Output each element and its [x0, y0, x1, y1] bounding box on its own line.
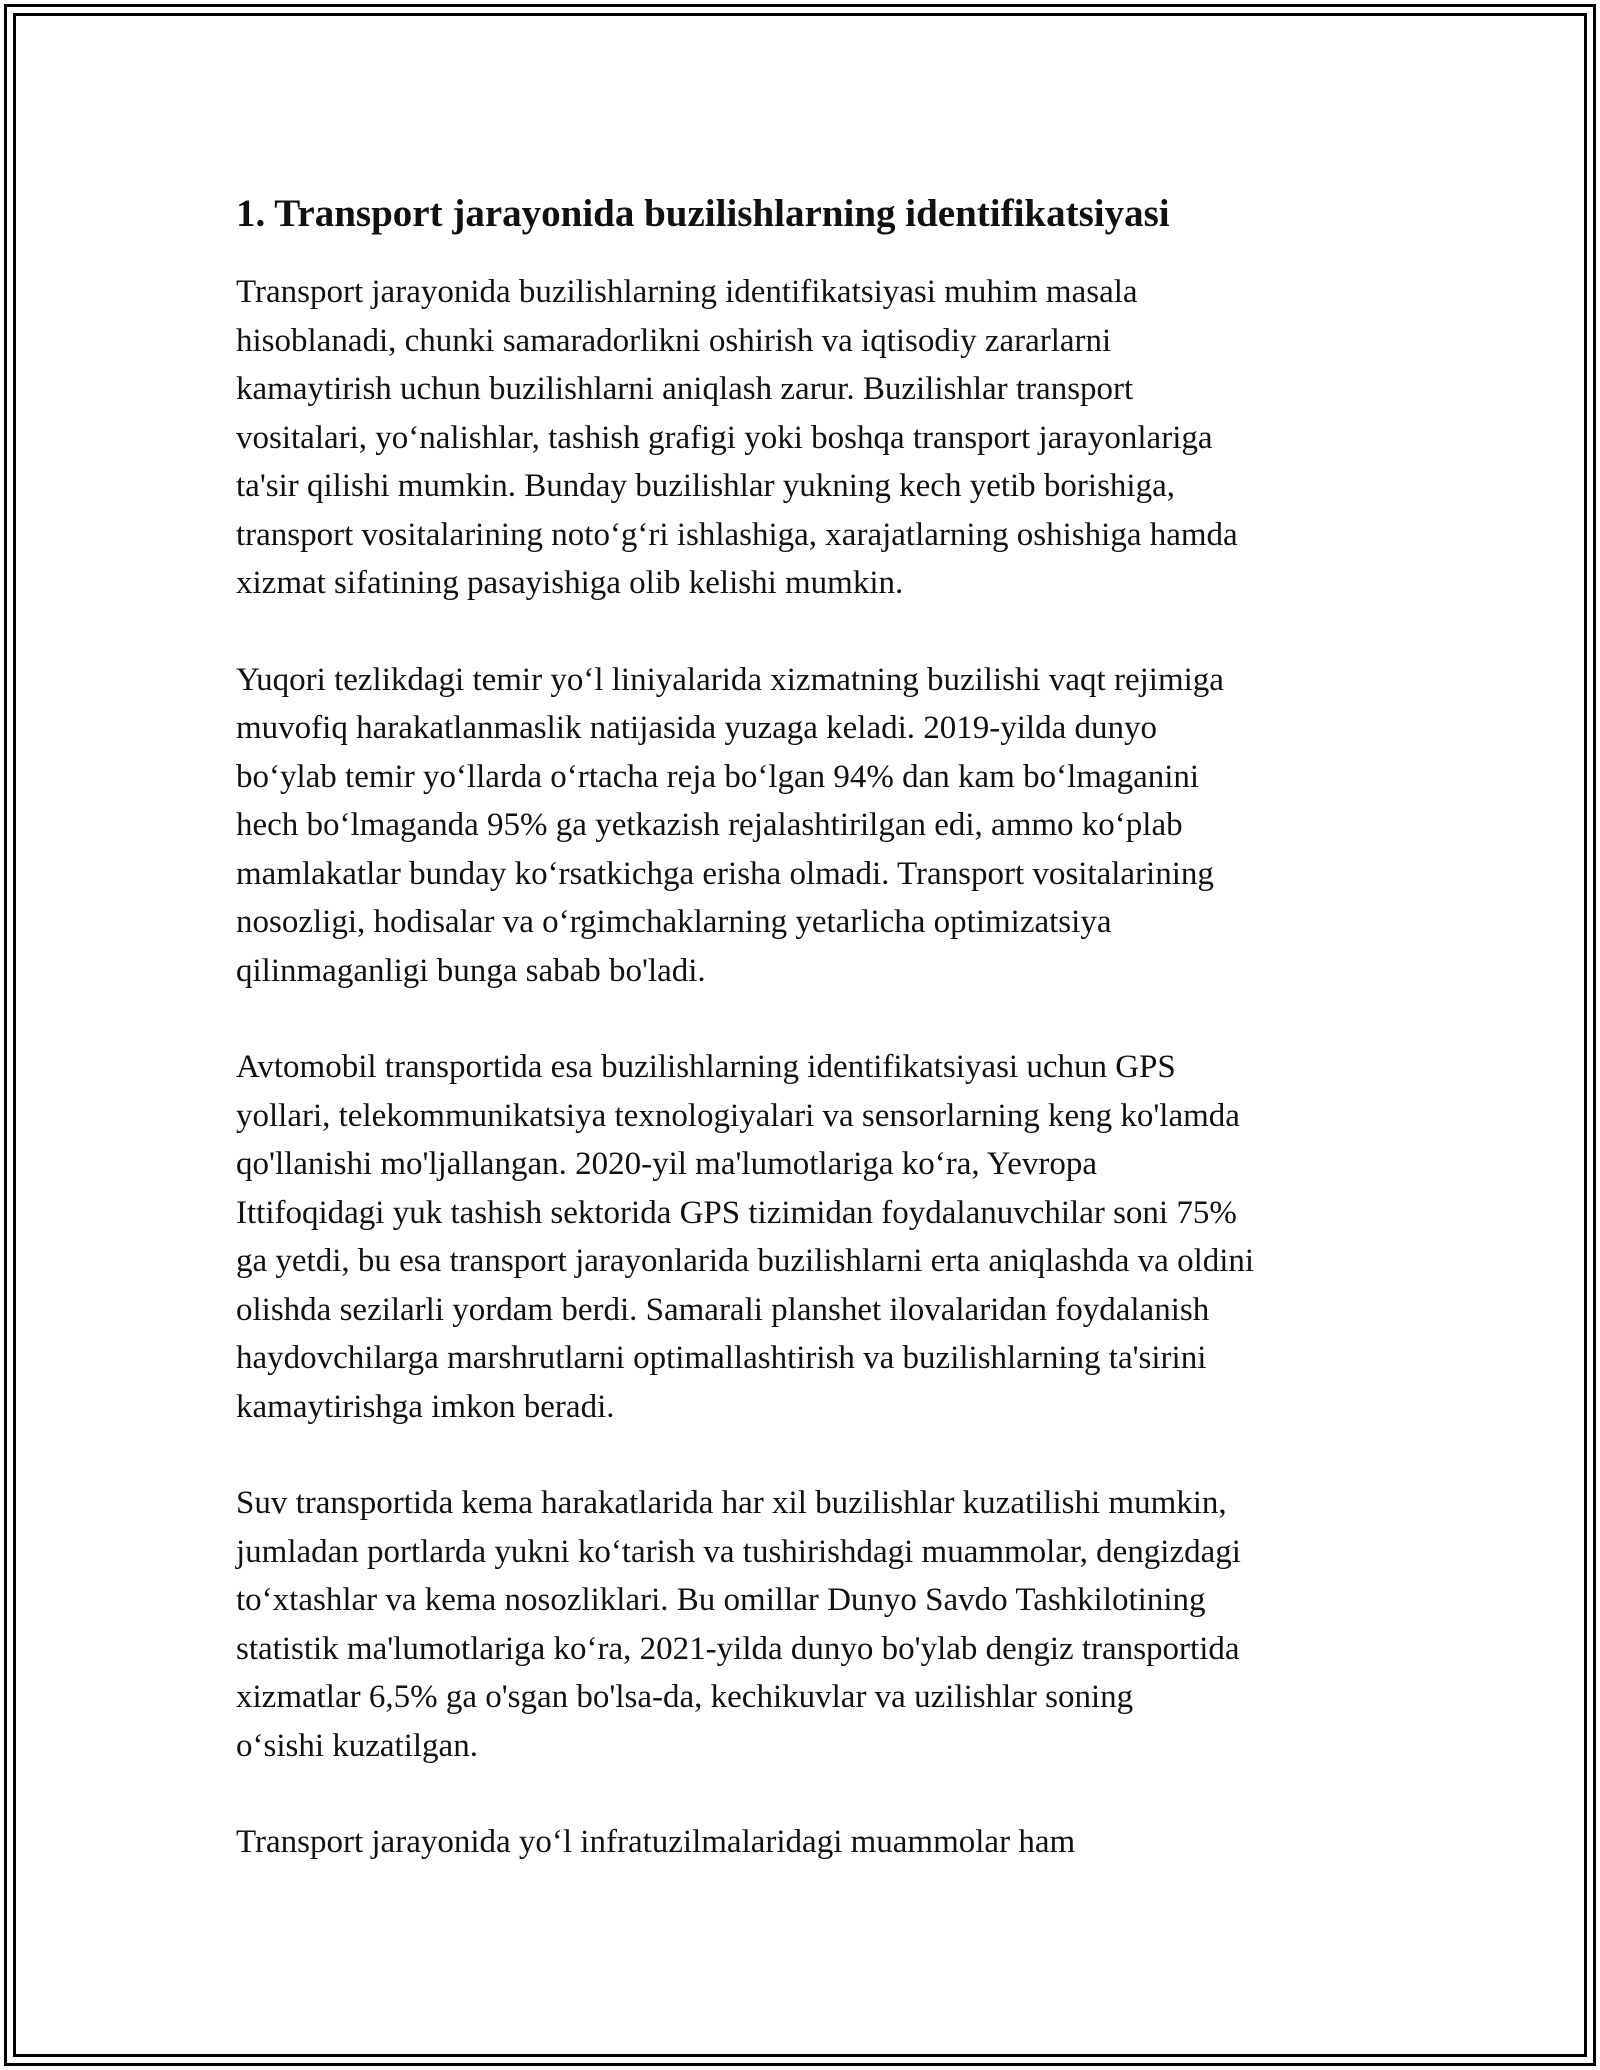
paragraph-line: Transport jarayonida yo‘l infratuzilmalaridagi muammolar ham — [236, 1824, 1076, 1860]
paragraph-line: ta'sir qilishi mumkin. Bunday buzilishlar yukning kech yetib borishiga, — [236, 468, 1176, 504]
paragraph-line: Transport jarayonida buzilishlarning identifikatsiyasi muhim masala — [236, 274, 1138, 310]
paragraph-line: vositalari, yo‘nalishlar, tashish grafigi yoki boshqa transport jarayonlariga — [236, 419, 1213, 456]
paragraph-line: qilinmaganligi bunga sabab bo'ladi. — [236, 952, 706, 989]
paragraph-line: mamlakatlar bunday ko‘rsatkichga erisha olmadi. Transport vositalarining — [236, 855, 1214, 892]
paragraph-line: muvofiq harakatlanmaslik natijasida yuzaga keladi. 2019-yilda dunyo — [236, 710, 1157, 746]
paragraph-line: kamaytirishga imkon beradi. — [236, 1388, 615, 1425]
paragraph-infrastructure — [236, 1818, 1376, 1867]
paragraph-intro — [236, 268, 1376, 608]
paragraph-water — [236, 1479, 1376, 1770]
paragraph-line: Yuqori tezlikdagi temir yo‘l liniyalarida xizmatning buzilishi vaqt rejimiga — [236, 661, 1224, 698]
paragraph-line: bo‘ylab temir yo‘llarda o‘rtacha reja bo‘lgan 94% dan kam bo‘lmaganini — [236, 758, 1200, 795]
paragraph-line: olishda sezilarli yordam berdi. Samarali planshet ilovalaridan foydalanish — [236, 1291, 1210, 1328]
paragraph-line: qo'llanishi mo'ljallangan. 2020-yil ma'lumotlariga ko‘ra, Yevropa — [236, 1146, 1098, 1182]
paragraph-line: o‘sishi kuzatilgan. — [236, 1727, 478, 1764]
paragraph-line: Ittifoqidagi yuk tashish sektorida GPS tizimidan foydalanuvchilar soni 75% — [236, 1194, 1237, 1231]
paragraph-line: Avtomobil transportida esa buzilishlarning identifikatsiyasi uchun GPS — [236, 1049, 1176, 1085]
paragraph-line: statistik ma'lumotlariga ko‘ra, 2021-yilda dunyo bo'ylab dengiz transportida — [236, 1630, 1240, 1667]
paragraph-railway — [236, 656, 1376, 996]
paragraph-line: transport vositalarining noto‘g‘ri ishlashiga, xarajatlarning oshishiga hamda — [236, 516, 1238, 553]
paragraph-line: hech bo‘lmaganda 95% ga yetkazish rejalashtirilgan edi, ammo ko‘plab — [236, 807, 1183, 843]
paragraph-line: Suv transportida kema harakatlarida har xil buzilishlar kuzatilishi mumkin, — [236, 1485, 1227, 1521]
section-heading: 1. Transport jarayonida buzilishlarning identifikatsiyasi — [236, 192, 1170, 235]
paragraph-line: to‘xtashlar va kema nosozliklari. Bu omillar Dunyo Savdo Tashkilotining — [236, 1582, 1206, 1618]
paragraph-line: nosozligi, hodisalar va o‘rgimchaklarning yetarlicha optimizatsiya — [236, 904, 1112, 940]
paragraph-line: haydovchilarga marshrutlarni optimallashtirish va buzilishlarning ta'sirini — [236, 1340, 1207, 1376]
paragraph-line: hisoblanadi, chunki samaradorlikni oshirish va iqtisodiy zararlarni — [236, 322, 1112, 359]
document-body — [236, 186, 1376, 1915]
paragraph-line: xizmatlar 6,5% ga o'sgan bo'lsa-da, kechikuvlar va uzilishlar soning — [236, 1679, 1134, 1715]
paragraph-road — [236, 1043, 1376, 1431]
paragraph-line: yollari, telekommunikatsiya texnologiyalari va sensorlarning keng ko'lamda — [236, 1097, 1240, 1134]
paragraph-line: xizmat sifatining pasayishiga olib kelishi mumkin. — [236, 565, 904, 601]
paragraph-line: jumladan portlarda yukni ko‘tarish va tushirishdagi muammolar, dengizdagi — [236, 1533, 1241, 1570]
paragraph-line: kamaytirish uchun buzilishlarni aniqlash zarur. Buzilishlar transport — [236, 371, 1134, 407]
paragraph-line: ga yetdi, bu esa transport jarayonlarida buzilishlarni erta aniqlashda va oldini — [236, 1243, 1255, 1279]
